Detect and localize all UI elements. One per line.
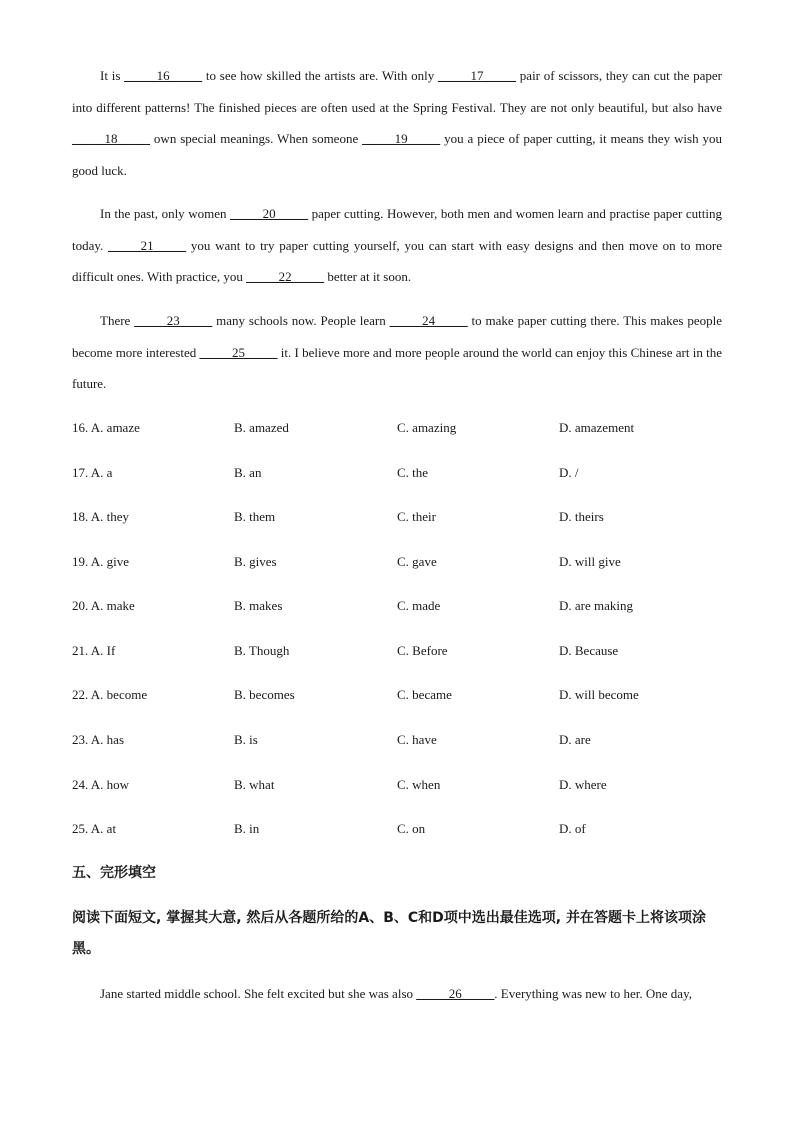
option-c: C. became [397, 687, 452, 702]
text: pair of scissors, they can cut the paper into different patterns! The finished pieces are often used at the Spring Festival. They are not only beautiful, but also have [72, 68, 722, 115]
text: There [100, 313, 135, 328]
option-d: D. are [559, 732, 591, 747]
option-a: 17. A. a [72, 465, 113, 480]
option-a: 22. A. become [72, 687, 148, 702]
text: better at it soon. [324, 269, 412, 284]
text: It is [100, 68, 125, 83]
text: you a piece of paper cutting, it means they wish you good luck. [72, 131, 722, 178]
option-d: D. theirs [559, 509, 604, 524]
text: own special meanings. When someone [150, 131, 363, 146]
blank-22: _____22_____ [246, 269, 325, 284]
blank-25: _____25_____ [199, 344, 278, 360]
question-row [72, 730, 722, 750]
option-a: 16. A. amaze [72, 420, 140, 435]
option-a: 20. A. make [72, 598, 135, 613]
option-c: C. when [397, 777, 441, 792]
option-c: C. amazing [397, 420, 457, 435]
blank-21: _____21_____ [108, 237, 187, 253]
option-c: C. the [397, 465, 429, 480]
option-b: B. makes [234, 598, 283, 613]
blank-26: _____26_____ [416, 986, 495, 1001]
blank-17: _____17_____ [438, 68, 517, 83]
question-row [72, 596, 722, 616]
text: Jane started middle school. She felt excited but she was also [100, 986, 417, 1001]
text: it. I believe more and more people around the world can enjoy this Chinese art in the future. [72, 344, 722, 391]
option-b: B. is [234, 732, 258, 747]
blank-19: _____19_____ [362, 131, 441, 146]
option-a: 25. A. at [72, 821, 117, 836]
option-a: 23. A. has [72, 732, 124, 747]
text: In the past, only women [100, 206, 231, 221]
option-c: C. their [397, 509, 436, 524]
option-d: D. amazement [559, 420, 635, 435]
text: paper cutting. However, both men and women learn and practise paper cutting today. [72, 206, 722, 253]
option-c: C. made [397, 598, 441, 613]
option-d: D. / [559, 465, 579, 480]
blank-23: _____23_____ [134, 313, 213, 328]
question-row [72, 552, 722, 572]
option-b: B. gives [234, 554, 277, 569]
blank-24: _____24_____ [389, 313, 468, 328]
option-a: 18. A. they [72, 509, 130, 524]
option-c: C. gave [397, 554, 437, 569]
question-row [72, 685, 722, 705]
question-row [72, 641, 722, 661]
option-d: D. where [559, 777, 607, 792]
option-d: D. will become [559, 687, 639, 702]
option-d: D. are making [559, 598, 634, 613]
blank-18: _____18_____ [72, 131, 150, 146]
option-d: D. Because [559, 643, 619, 658]
section-title: 五、完形填空 [72, 865, 156, 881]
passage-paragraph-3 [72, 305, 722, 400]
option-c: C. have [397, 732, 437, 747]
section-instruction: 阅读下面短文, 掌握其大意, 然后从各题所给的A、B、C和D项中选出最佳选项, 并在答题卡上将该项涂黑。 [72, 910, 706, 957]
option-a: 21. A. If [72, 643, 116, 658]
question-row [72, 775, 722, 795]
option-b: B. amazed [234, 420, 289, 435]
option-b: B. becomes [234, 687, 295, 702]
text: to see how skilled the artists are. With only [202, 68, 439, 83]
option-c: C. Before [397, 643, 448, 658]
option-d: D. will give [559, 554, 621, 569]
blank-20: _____20_____ [230, 206, 309, 221]
option-b: B. Though [234, 643, 290, 658]
option-b: B. what [234, 777, 275, 792]
blank-16: _____16_____ [124, 68, 203, 83]
text: you want to try paper cutting yourself, you can start with easy designs and then move on to more difficult ones. With practice, you [72, 237, 722, 284]
text: to make paper cutting there. This makes people become more interested [72, 313, 723, 360]
passage-paragraph-1 [72, 60, 722, 186]
question-row [72, 418, 722, 438]
question-row [72, 507, 722, 527]
option-b: B. in [234, 821, 260, 836]
option-a: 19. A. give [72, 554, 130, 569]
passage2-paragraph-1 [72, 978, 722, 1010]
option-b: B. them [234, 509, 276, 524]
text: . Everything was new to her. One day, [494, 986, 692, 1001]
text: many schools now. People learn [212, 313, 390, 328]
option-b: B. an [234, 465, 262, 480]
passage-paragraph-2 [72, 198, 722, 293]
option-d: D. of [559, 821, 586, 836]
option-c: C. on [397, 821, 426, 836]
question-row [72, 819, 722, 839]
option-a: 24. A. how [72, 777, 130, 792]
question-row [72, 463, 722, 483]
